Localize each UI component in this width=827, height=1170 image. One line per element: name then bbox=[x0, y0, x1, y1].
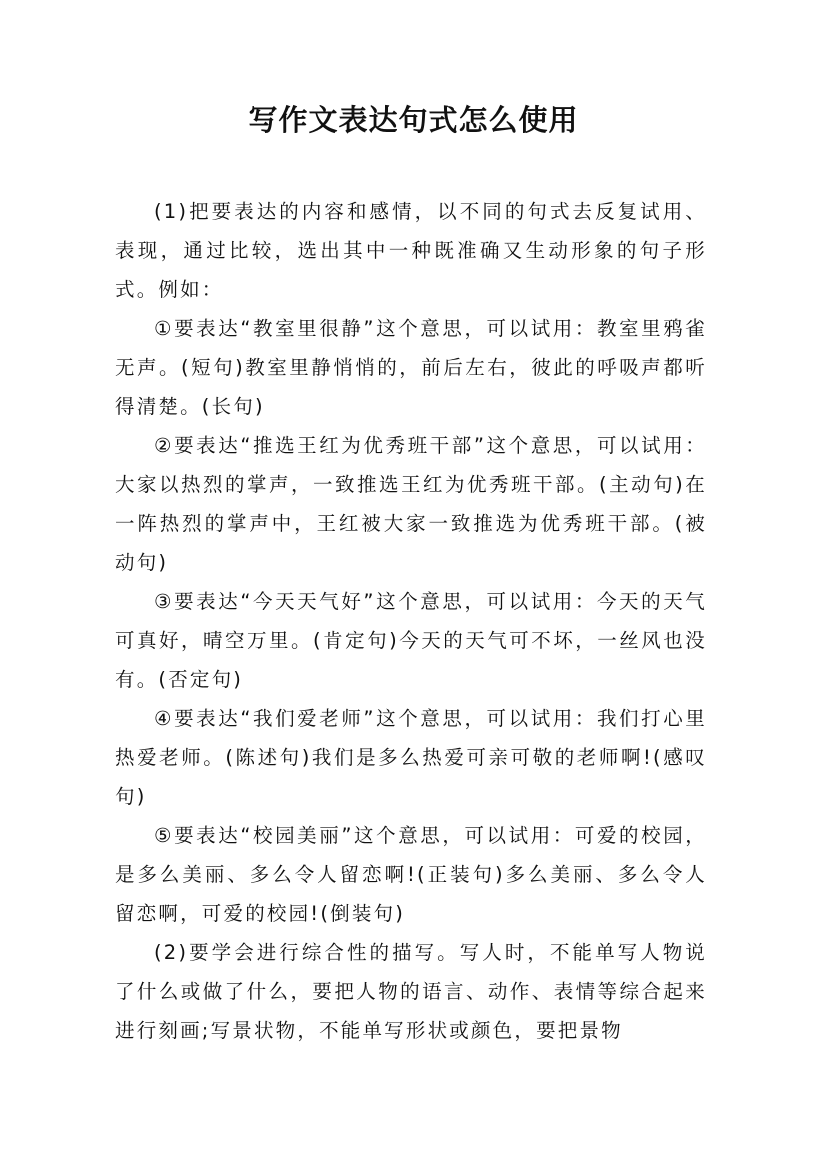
document-title: 写作文表达句式怎么使用 bbox=[248, 103, 579, 137]
paragraph-5: ④要表达“我们爱老师”这个意思，可以试用：我们打心里热爱老师。(陈述句)我们是多么热爱可亲可敬的老师啊!(感叹句) bbox=[115, 707, 707, 808]
document-body bbox=[115, 192, 707, 1050]
paragraph-4: ③要表达“今天天气好”这个意思，可以试用：今天的天气可真好，晴空万里。(肯定句)今天的天气可不坏，一丝风也没有。(否定句) bbox=[115, 590, 707, 691]
paragraph-2: ①要表达“教室里很静”这个意思，可以试用：教室里鸦雀无声。(短句)教室里静悄悄的，前后左右，彼此的呼吸声都听得清楚。(长句) bbox=[115, 317, 707, 418]
paragraph-3: ②要表达“推选王红为优秀班干部”这个意思，可以试用：大家以热烈的掌声，一致推选王红为优秀班干部。(主动句)在一阵热烈的掌声中，王红被大家一致推选为优秀班干部。(被动句) bbox=[115, 434, 707, 574]
paragraph-7: (2)要学会进行综合性的描写。写人时，不能单写人物说了什么或做了什么，要把人物的语言、动作、表情等综合起来进行刻画;写景状物，不能单写形状或颜色，要把景物 bbox=[115, 941, 707, 1042]
paragraph-1: (1)把要表达的内容和感情，以不同的句式去反复试用、表现，通过比较，选出其中一种既准确又生动形象的句子形式。例如： bbox=[115, 200, 707, 301]
paragraph-6: ⑤要表达“校园美丽”这个意思，可以试用：可爱的校园，是多么美丽、多么令人留恋啊!(正装句)多么美丽、多么令人留恋啊，可爱的校园!(倒装句) bbox=[115, 824, 707, 925]
